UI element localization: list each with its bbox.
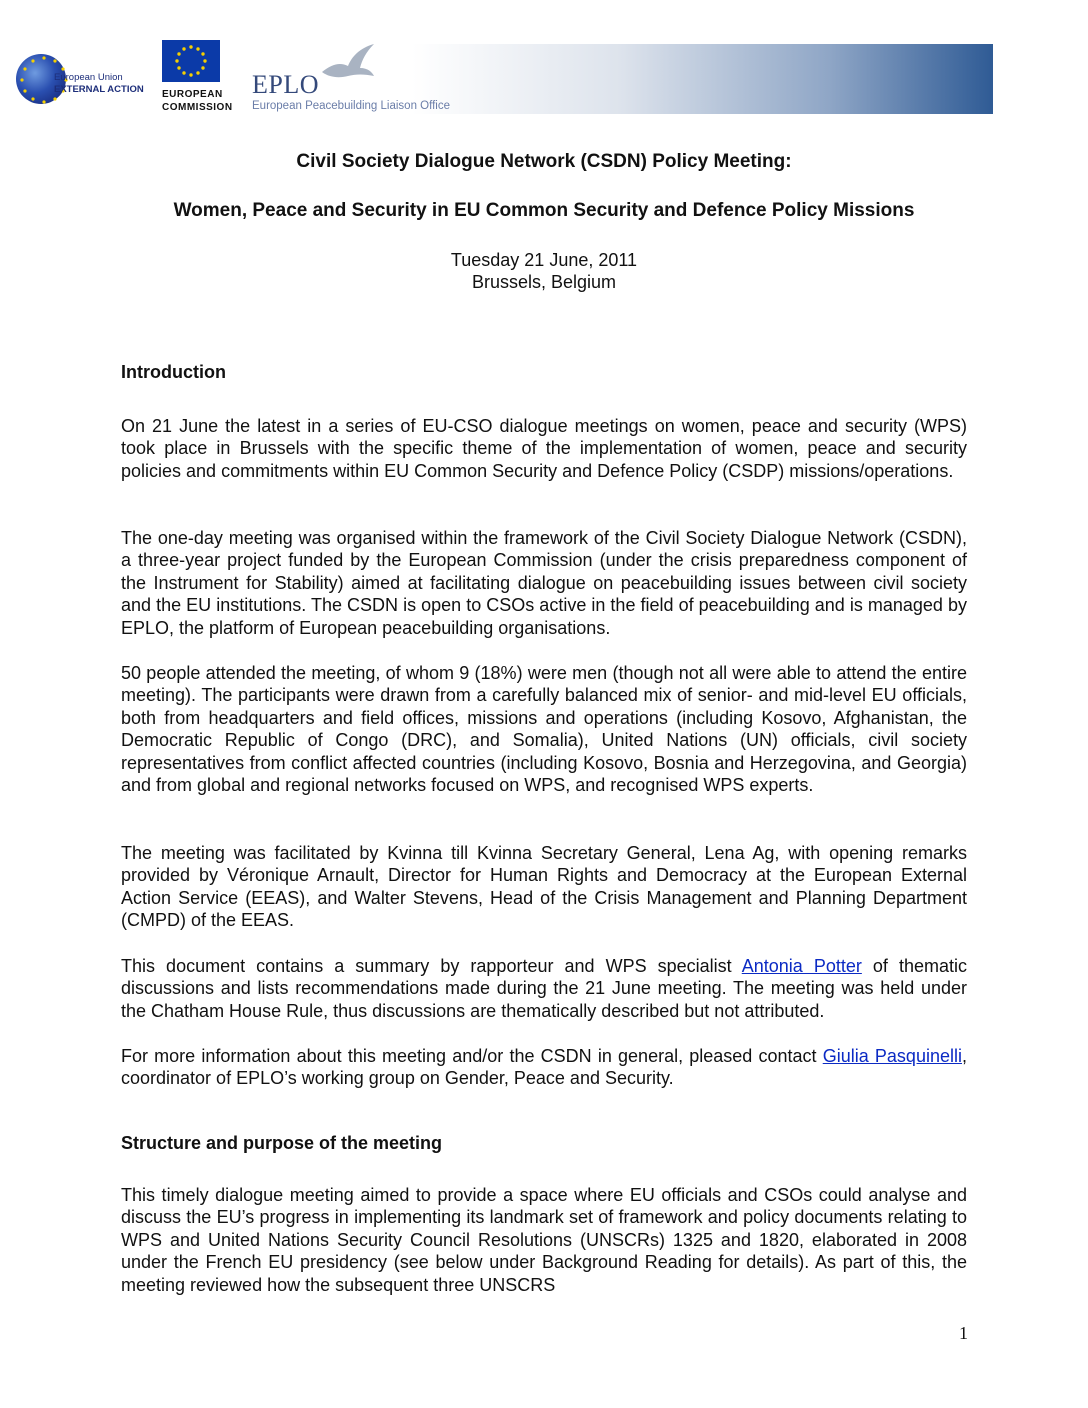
ec-logo-line1: EUROPEAN xyxy=(162,89,223,100)
intro-paragraph-2: The one-day meeting was organised within the framework of the Civil Society Dialogue Network (CSDN), a three-year project funded by the European Commission (under the crisis preparedness component of the Instrument for Stability) aimed at facilitating dialogue on peacebuilding issues between civil society and the EU institutions. The CSDN is open to CSOs active in the field of peacebuilding and is managed by EPLO, the platform of European peacebuilding organisations. xyxy=(121,528,967,638)
structure-heading: Structure and purpose of the meeting xyxy=(121,1133,443,1153)
intro-paragraph-1: On 21 June the latest in a series of EU-CSO dialogue meetings on women, peace and security (WPS) took place in Brussels with the specific theme of the implementation of women, peace and security policies and commitments within EU Common Security and Defence Policy (CSDP) missions/operations. xyxy=(121,416,967,481)
intro-paragraph-3: 50 people attended the meeting, of whom 9 (18%) were men (though not all were able to attend the entire meeting). The participants were drawn from a carefully balanced mix of senior- and mid-level EU officials, both from headquarters and field offices, missions and operations (including Kosovo, Afghanistan, the Democratic Republic of Congo (DRC), and Somalia), United Nations (UN) officials, civil society representatives from conflict affected countries (including Kosovo, Bosnia and Herzegovina, and Georgia) and from global and regional networks focused on WPS, and recognised WPS experts. xyxy=(121,663,967,796)
meeting-location: Brussels, Belgium xyxy=(471,272,617,292)
eeas-logo-line1: European Union xyxy=(54,72,123,83)
intro-paragraph-5 xyxy=(121,955,967,1022)
structure-paragraph-1: This timely dialogue meeting aimed to provide a space where EU officials and CSOs could analyse and discuss the EU’s progress in implementing its landmark set of framework and policy documents relating to WPS and United Nations Security Council Resolutions (UNSCRs) 1325 and 1820, elaborated in 2008 under the French EU presidency (see below under Background Reading for details). As part of this, the meeting reviewed how the subsequent three UNSCRS xyxy=(121,1185,967,1295)
intro-paragraph-4: The meeting was facilitated by Kvinna till Kvinna Secretary General, Lena Ag, with opening remarks provided by Véronique Arnault, Director for Human Rights and Democracy at the European External Action Service (EEAS), and Walter Stevens, Head of the Crisis Management and Planning Department (CMPD) of the EEAS. xyxy=(121,843,967,931)
intro-paragraph-6 xyxy=(121,1045,967,1090)
paragraph-text: of thematic discussions and lists recommendations made during the 21 June meeting. The meeting was held under the Chatham House Rule, thus discussions are thematically described but not attributed. xyxy=(121,956,967,1021)
introduction-heading: Introduction xyxy=(121,362,226,382)
document-title: Civil Society Dialogue Network (CSDN) Policy Meeting: xyxy=(296,151,792,172)
eu-flag-icon xyxy=(162,40,220,82)
ec-logo xyxy=(162,40,232,120)
paragraph-text: For more information about this meeting and/or the CSDN in general, pleased contact xyxy=(121,1046,823,1066)
giulia-pasquinelli-link[interactable]: Giulia Pasquinelli xyxy=(822,1046,962,1066)
dove-icon xyxy=(318,42,378,86)
eplo-logo-name: EPLO xyxy=(252,70,319,99)
ec-logo-line2: COMMISSION xyxy=(162,102,233,113)
eeas-logo xyxy=(16,52,166,108)
page-number: 1 xyxy=(959,1323,968,1343)
eplo-logo-subtitle: European Peacebuilding Liaison Office xyxy=(252,100,450,112)
antonia-potter-link[interactable]: Antonia Potter xyxy=(741,956,862,976)
document-subtitle: Women, Peace and Security in EU Common Security and Defence Policy Missions xyxy=(173,200,915,221)
meeting-date: Tuesday 21 June, 2011 xyxy=(450,250,638,270)
eeas-logo-line2: EXTERNAL ACTION xyxy=(54,84,144,95)
paragraph-text: This document contains a summary by rapporteur and WPS specialist xyxy=(121,956,742,976)
document-header xyxy=(0,0,1088,130)
paragraph-text: , coordinator of EPLO’s working group on Gender, Peace and Security. xyxy=(121,1046,967,1089)
